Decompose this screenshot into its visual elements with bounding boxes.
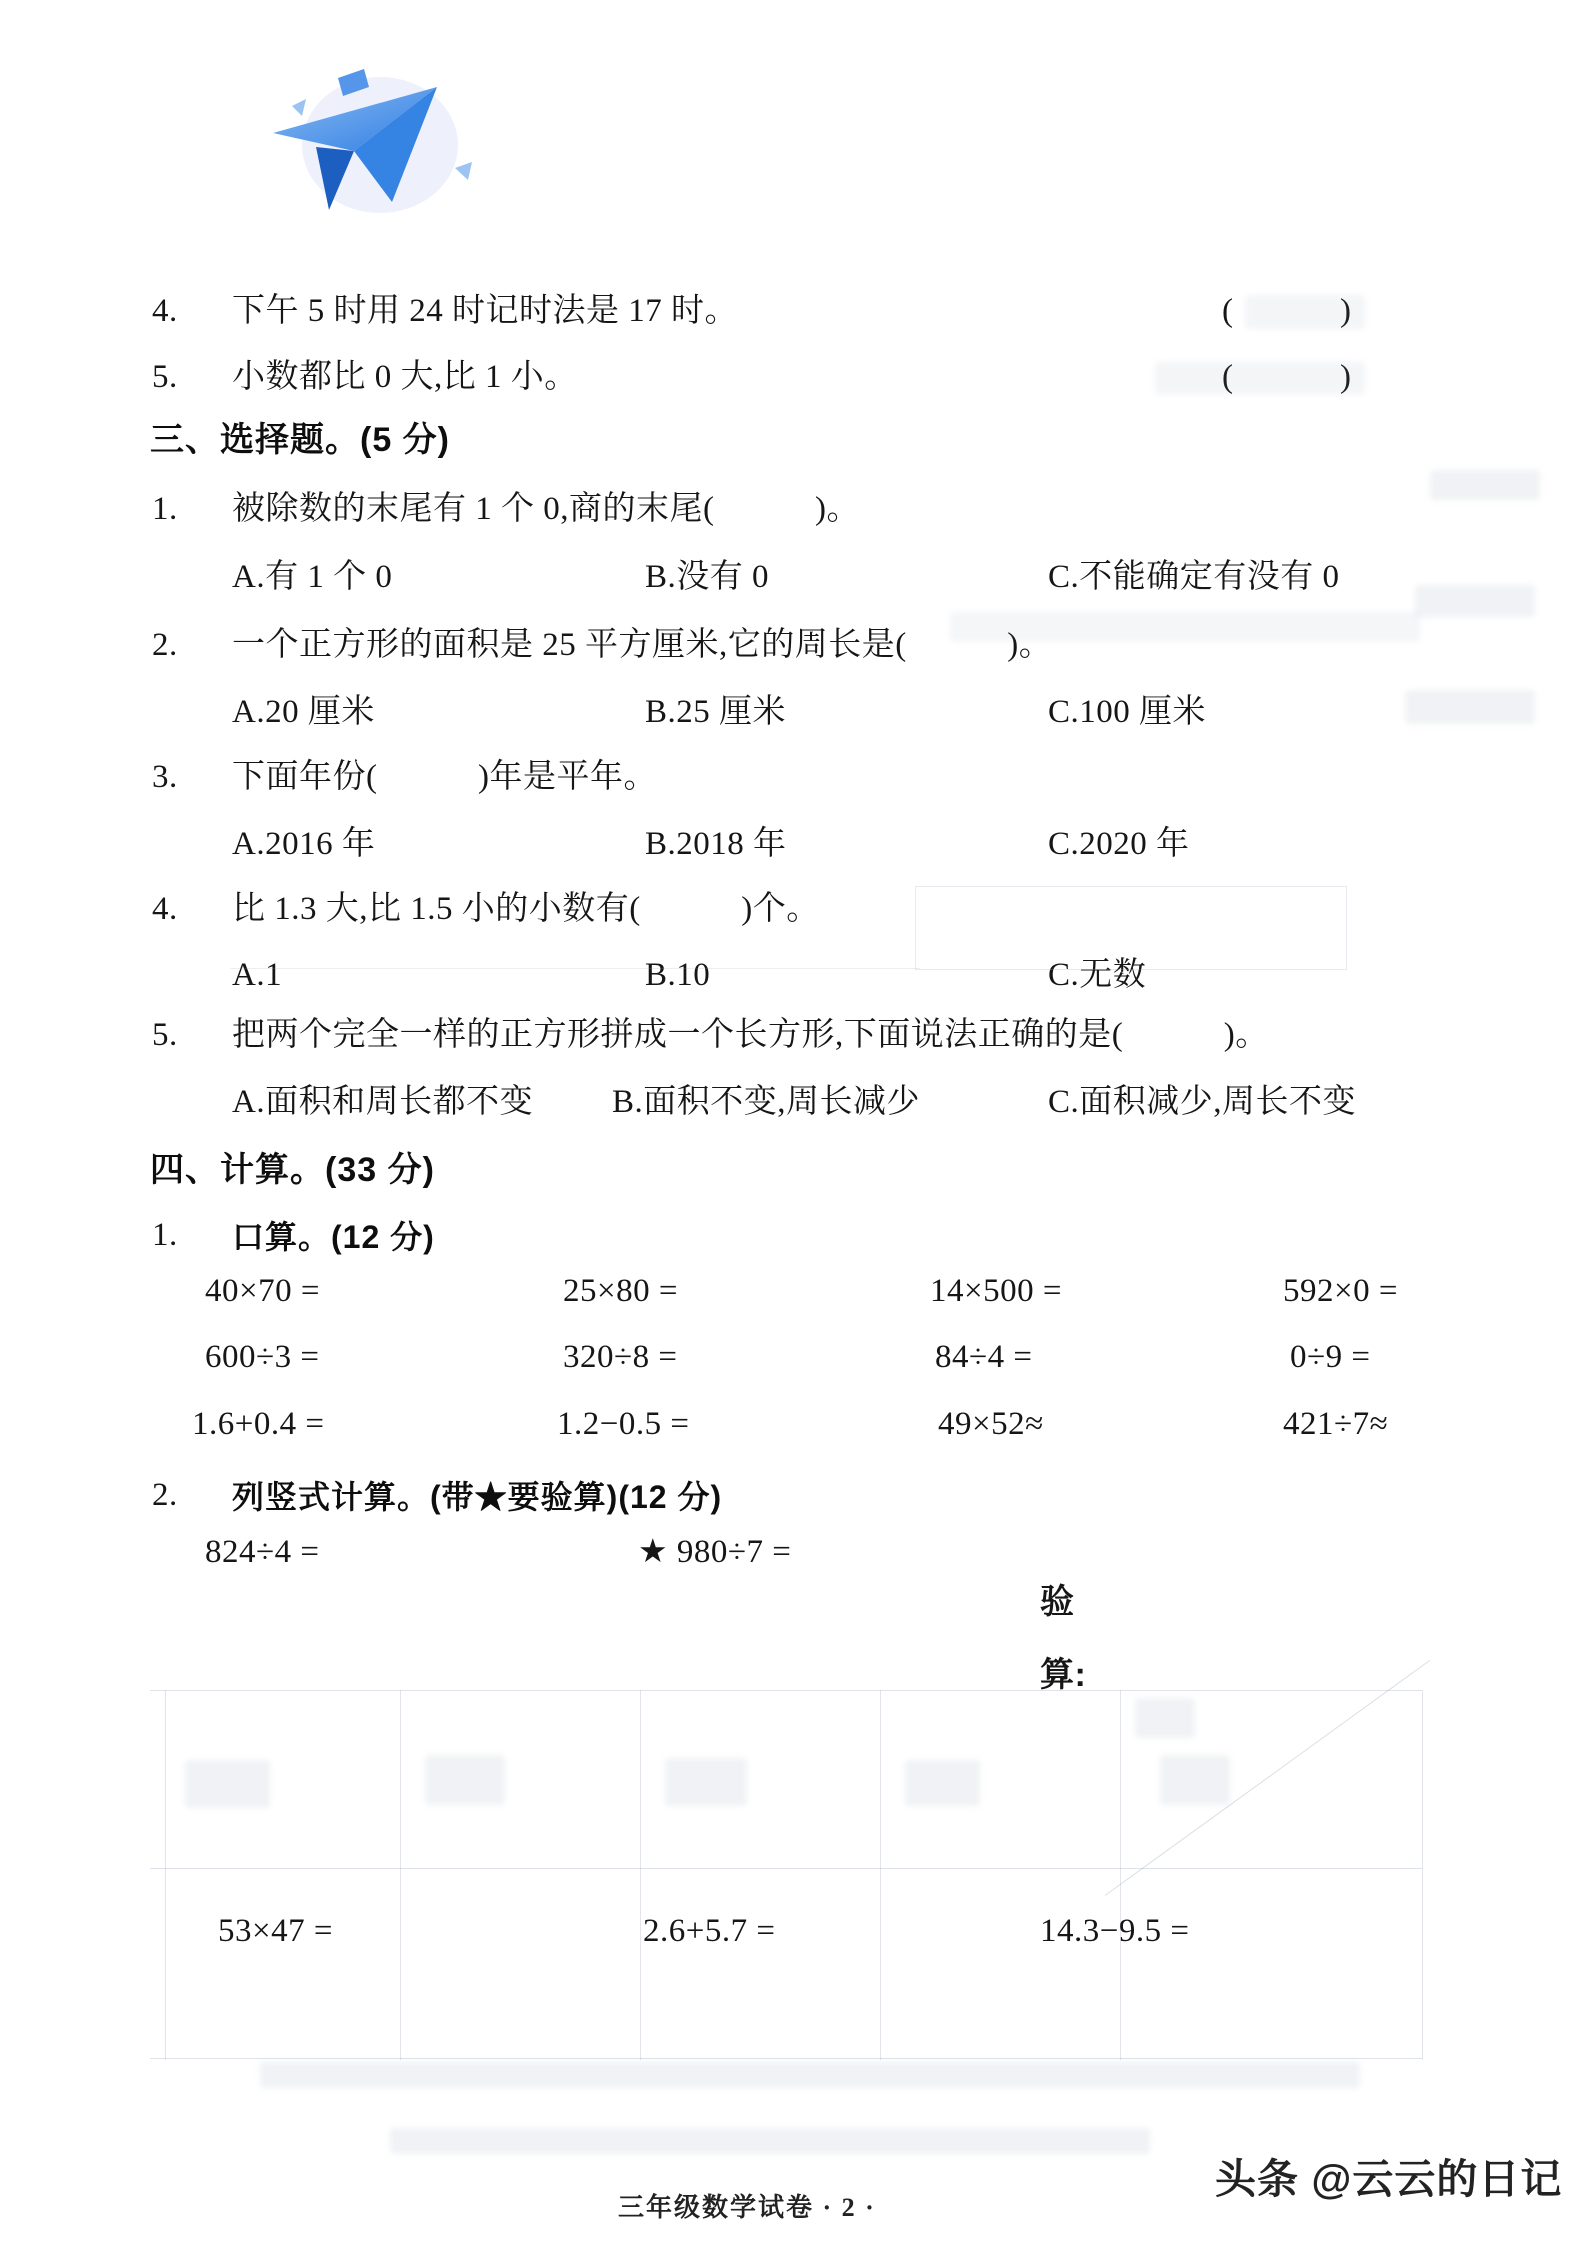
choice-question-text: 下面年份( )年是平年。 <box>232 759 657 795</box>
question-number: 3. <box>152 759 178 795</box>
bleed-smudge <box>185 1760 270 1808</box>
choice-question-text: 比 1.3 大,比 1.5 小的小数有( )个。 <box>232 891 820 927</box>
vertical-problem: 14.3−9.5 = <box>1040 1913 1190 1949</box>
oral-problem: 592×0 = <box>1283 1273 1398 1309</box>
bleed-diagonal-line <box>1105 1660 1430 1896</box>
option-b: B.10 <box>645 957 711 993</box>
oral-problem: 1.2−0.5 = <box>557 1406 690 1442</box>
check-label: 算: <box>1040 1656 1087 1694</box>
option-a: A.1 <box>232 957 283 993</box>
bleed-smudge <box>1160 1755 1230 1805</box>
option-c: C.2020 年 <box>1048 826 1190 862</box>
vertical-problem: 2.6+5.7 = <box>643 1913 776 1949</box>
bleed-box <box>915 886 1347 970</box>
option-c: C.不能确定有没有 0 <box>1048 559 1340 595</box>
option-c: C.无数 <box>1048 957 1147 993</box>
bleed-table-line <box>1422 1690 1423 2060</box>
option-a: A.面积和周长都不变 <box>232 1084 534 1120</box>
option-b: B.没有 0 <box>645 559 770 595</box>
option-b: B.25 厘米 <box>645 694 787 730</box>
oral-problem: 320÷8 = <box>563 1339 678 1375</box>
bleed-table-line <box>1120 1690 1121 2060</box>
oral-problem: 14×500 = <box>930 1273 1062 1309</box>
oral-problem: 25×80 = <box>563 1273 678 1309</box>
bleed-smudge <box>665 1758 747 1806</box>
option-c: C.100 厘米 <box>1048 694 1207 730</box>
bleed-smudge <box>1155 362 1365 394</box>
watermark: 头条 @云云的日记 <box>1215 2156 1563 2202</box>
option-a: A.20 厘米 <box>232 694 375 730</box>
bleed-smudge <box>905 1760 980 1806</box>
vertical-problem: 53×47 = <box>218 1913 333 1949</box>
oral-problem: 600÷3 = <box>205 1339 320 1375</box>
oral-problem: 40×70 = <box>205 1273 320 1309</box>
answer-blank: ( ) <box>1222 359 1353 395</box>
bleed-smudge <box>1245 295 1365 329</box>
oral-problem: 1.6+0.4 = <box>192 1406 325 1442</box>
bleed-smudge <box>260 2062 1360 2088</box>
choice-question-text: 把两个完全一样的正方形拼成一个长方形,下面说法正确的是( )。 <box>232 1017 1269 1053</box>
bleed-smudge <box>425 1755 505 1805</box>
vertical-problem: 824÷4 = <box>205 1534 320 1570</box>
oral-calc-title: 口算。(12 分) <box>232 1219 435 1255</box>
oral-problem: 0÷9 = <box>1290 1339 1371 1375</box>
option-b: B.2018 年 <box>645 826 787 862</box>
question-number: 5. <box>152 359 178 395</box>
option-c: C.面积减少,周长不变 <box>1048 1084 1357 1120</box>
bleed-table-line <box>400 1690 401 2060</box>
check-label: 验 <box>1040 1583 1075 1621</box>
oral-problem: 49×52≈ <box>938 1406 1044 1442</box>
bleed-table-line <box>150 2058 1422 2059</box>
section-title-calc: 四、计算。(33 分) <box>150 1151 435 1189</box>
oral-problem: 84÷4 = <box>935 1339 1033 1375</box>
option-a: A.2016 年 <box>232 826 376 862</box>
bleed-table-line <box>150 1690 1422 1691</box>
bleed-smudge <box>950 612 1420 642</box>
paper-airplane-icon <box>230 40 530 260</box>
page-footer-label: 三年级数学试卷 · 2 · <box>618 2193 876 2222</box>
bleed-table-line <box>150 1868 1422 1869</box>
bleed-smudge <box>1415 585 1535 617</box>
question-number: 4. <box>152 293 178 329</box>
sub-question-number: 1. <box>152 1217 178 1253</box>
bleed-table-line <box>640 1690 641 2060</box>
vertical-calc-title: 列竖式计算。(带★要验算)(12 分) <box>232 1479 723 1515</box>
question-number: 5. <box>152 1017 178 1053</box>
bleed-smudge <box>1430 470 1540 500</box>
vertical-problem-starred: ★ 980÷7 = <box>638 1534 792 1570</box>
question-number: 4. <box>152 891 178 927</box>
bleed-smudge <box>1135 1698 1195 1738</box>
sub-question-number: 2. <box>152 1477 178 1513</box>
choice-question-text: 被除数的末尾有 1 个 0,商的末尾( )。 <box>232 491 860 527</box>
choice-question-text: 一个正方形的面积是 25 平方厘米,它的周长是( )。 <box>232 627 1053 663</box>
bleed-smudge <box>1405 690 1535 724</box>
question-number: 1. <box>152 491 178 527</box>
bleed-line <box>230 968 920 969</box>
section-title-choice: 三、选择题。(5 分) <box>150 421 450 459</box>
option-a: A.有 1 个 0 <box>232 559 393 595</box>
question-number: 2. <box>152 627 178 663</box>
bleed-table-line <box>165 1690 166 2060</box>
judge-question-text: 下午 5 时用 24 时记时法是 17 时。 <box>232 293 738 329</box>
option-b: B.面积不变,周长减少 <box>612 1084 921 1120</box>
oral-problem: 421÷7≈ <box>1283 1406 1389 1442</box>
judge-question-text: 小数都比 0 大,比 1 小。 <box>232 359 578 395</box>
bleed-smudge <box>390 2128 1150 2154</box>
bleed-table-line <box>880 1690 881 2060</box>
answer-blank: ( ) <box>1222 293 1353 329</box>
